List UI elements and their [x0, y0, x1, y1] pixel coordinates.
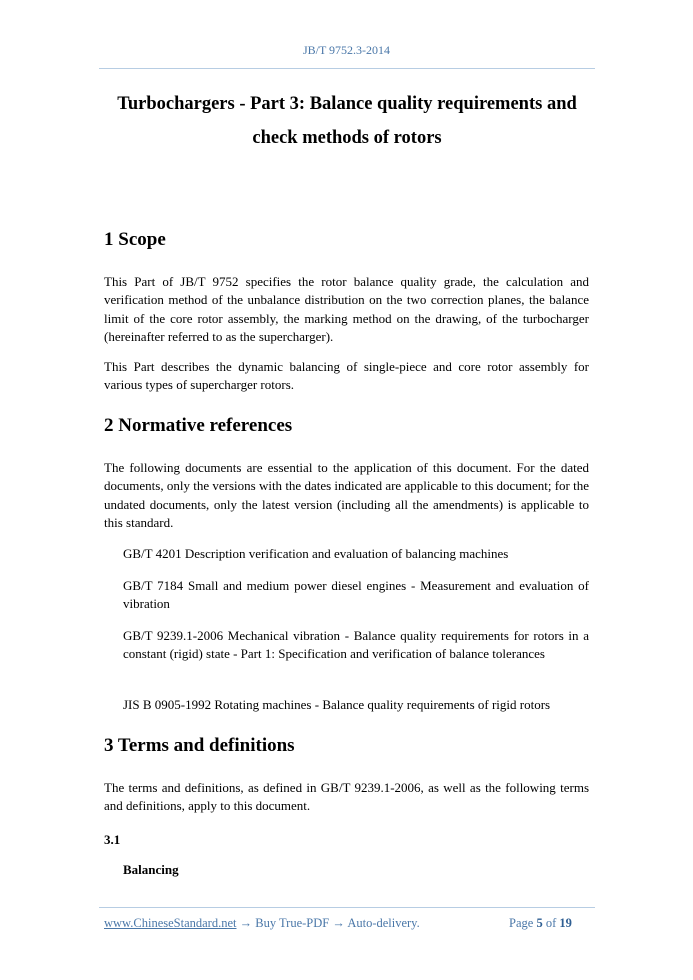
document-code-header: JB/T 9752.3-2014: [302, 43, 391, 57]
arrow-right-icon: →: [332, 916, 345, 930]
page-indicator: [509, 916, 572, 931]
footer-promo: [104, 916, 420, 931]
term-heading: Balancing: [123, 862, 179, 877]
footer-divider: [99, 907, 595, 908]
section-heading-scope: 1 Scope: [104, 229, 166, 250]
auto-delivery-text: Auto-delivery.: [347, 916, 420, 930]
arrow-right-icon: →: [239, 916, 253, 930]
title-line-2: check methods of rotors: [252, 128, 442, 148]
section-heading-normative-references: 2 Normative references: [104, 415, 293, 436]
reference-item: JIS B 0905-1992 Rotating machines - Balance quality requirements of rigid rotors: [123, 697, 551, 712]
page-label: Page: [509, 916, 534, 930]
scope-paragraph-2: This Part describes the dynamic balancing of single-piece and core rotor assembly for various types of supercharger rotors.: [104, 359, 589, 393]
buy-true-pdf-link[interactable]: Buy True-PDF: [255, 916, 330, 930]
of-label: of: [545, 916, 557, 930]
terms-intro-paragraph: The terms and definitions, as defined in GB/T 9239.1-2006, as well as the following terms and definitions, apply to this document.: [104, 780, 589, 814]
reference-item: GB/T 7184 Small and medium power diesel engines - Measurement and evaluation of vibration: [123, 578, 589, 612]
normative-intro-paragraph: The following documents are essential to the application of this document. For the dated documents, only the versions with the dates indicated are applicable to this document; for the undated documents, only the latest version (including all the amendments) is applicable to this standard.: [104, 460, 589, 530]
page-total: 19: [559, 916, 572, 930]
reference-item: GB/T 9239.1-2006 Mechanical vibration - Balance quality requirements for rotors in a constant (rigid) state - Part 1: Specification and verification of balance tolerances: [123, 628, 589, 662]
page-number: 5: [536, 916, 543, 930]
clause-number: 3.1: [104, 832, 121, 847]
title-line-1: Turbochargers - Part 3: Balance quality requirements and: [117, 94, 577, 114]
scope-paragraph-1: This Part of JB/T 9752 specifies the rotor balance quality grade, the calculation and verification method of the unbalance distribution on the two correction planes, the balance limit of the core rotor assembly, the marking method on the drawing, of the turbocharger (hereinafter referred to as the supercharger).: [104, 274, 589, 344]
document-title: [99, 87, 595, 155]
header-divider: [99, 68, 595, 69]
website-link[interactable]: www.ChineseStandard.net: [104, 916, 237, 930]
section-heading-terms-definitions: 3 Terms and definitions: [104, 735, 295, 756]
reference-item: GB/T 4201 Description verification and evaluation of balancing machines: [123, 546, 509, 561]
